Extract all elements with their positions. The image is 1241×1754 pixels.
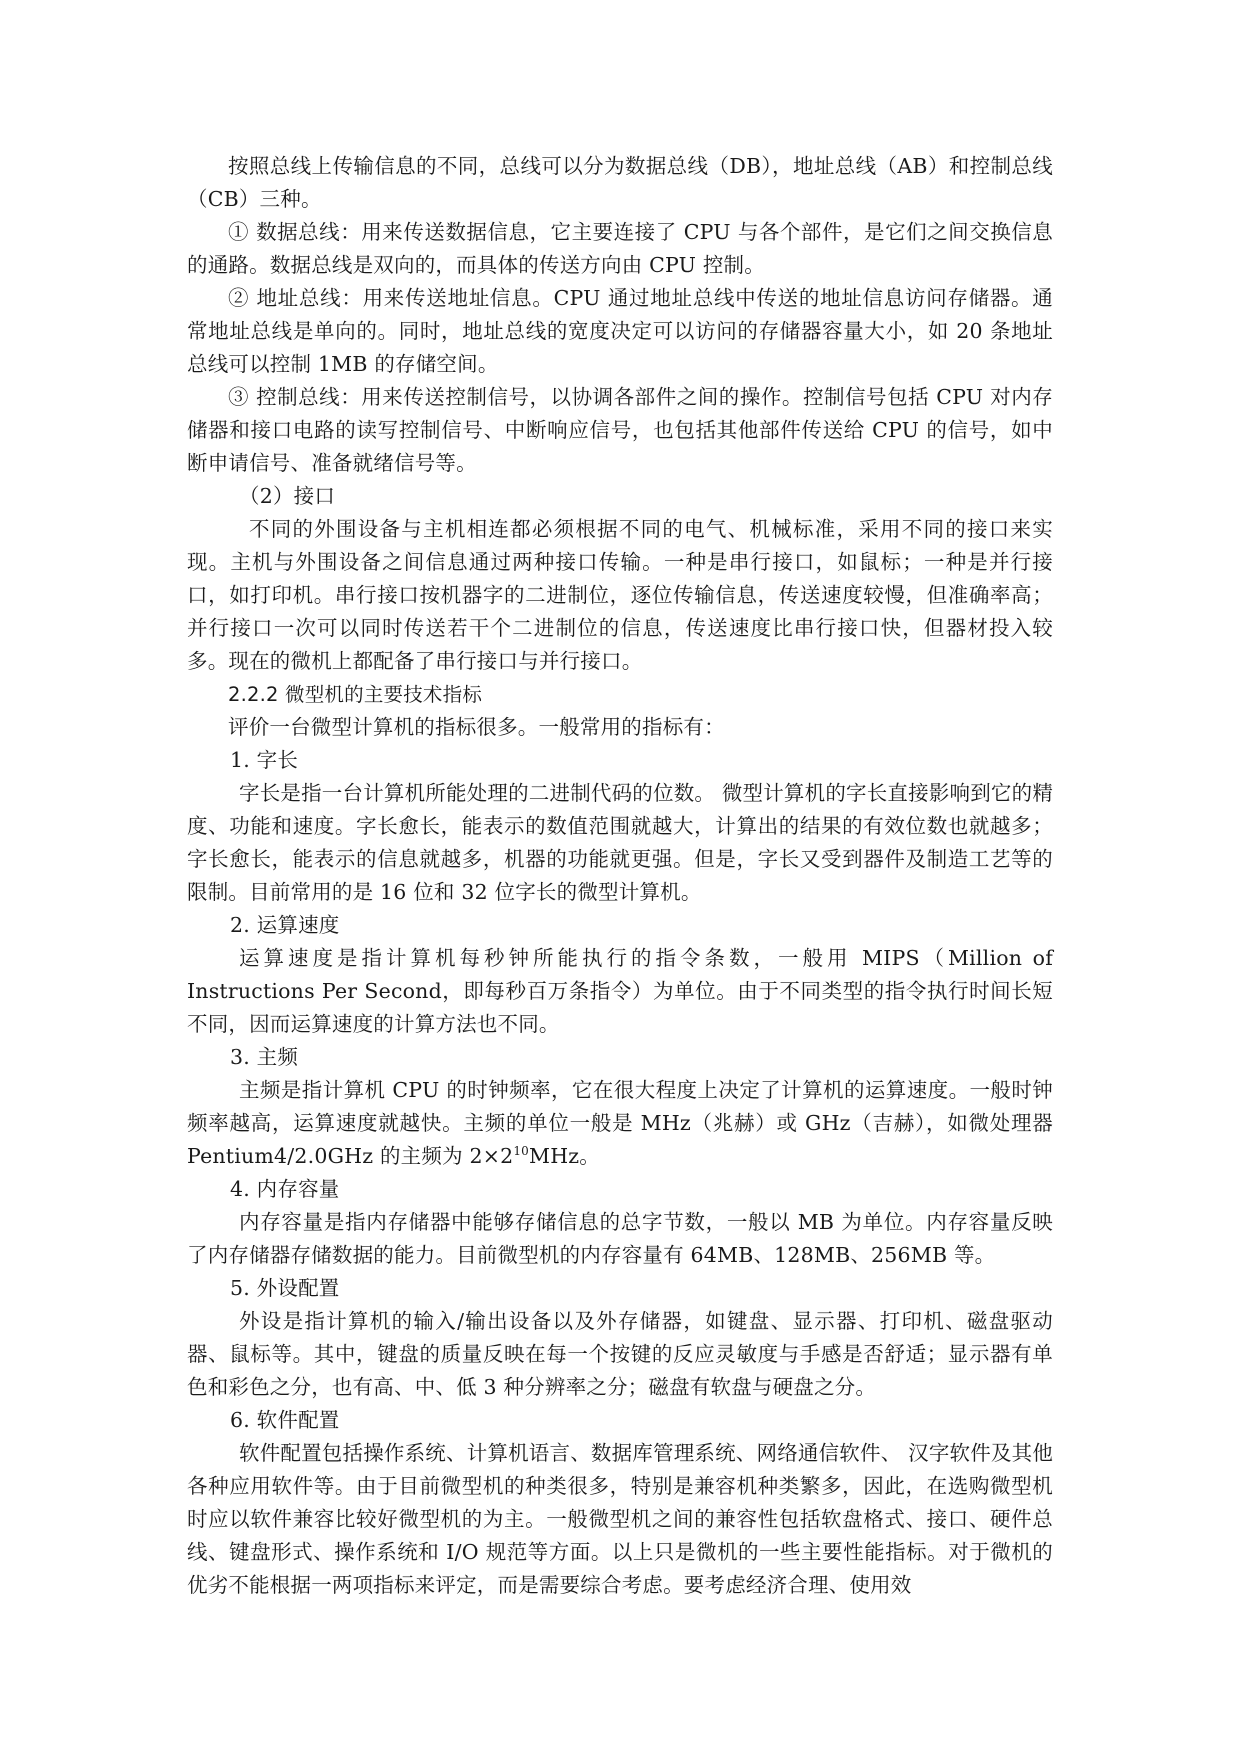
section-heading-tech-specs: 2.2.2 微型机的主要技术指标 (228, 683, 483, 706)
frequency-exponent: 10 (513, 1144, 530, 1159)
subheading-interface: （2）接口 (239, 484, 336, 508)
paragraph-word-length: 字长是指一台计算机所能处理的二进制代码的位数。 微型计算机的字长直接影响到它的精度、功能和速度。字长愈长，能表示的数值范围就越大，计算出的结果的有效位数也就越多；字长愈长，能表示的信息就越多，机器的功能就更强。但是，字长又受到器件及制造工艺等的限制。目前常用的是 16 位和 32 位字长的微型计算机。 (187, 781, 1054, 904)
item-heading-speed: 2. 运算速度 (230, 913, 340, 937)
paragraph-speed: 运算速度是指计算机每秒钟所能执行的指令条数，一般用 MIPS（Million of Instructions Per Second，即每秒百万条指令）为单位。由于不同类型的指令执行时间长短不同，因而运算速度的计算方法也不同。 (187, 946, 1053, 1036)
paragraph-spec-intro: 评价一台微型计算机的指标很多。一般常用的指标有： (228, 715, 725, 739)
item-heading-word-length: 1. 字长 (230, 748, 299, 772)
item-heading-peripherals: 5. 外设配置 (230, 1276, 340, 1300)
paragraph-memory: 内存容量是指内存储器中能够存储信息的总字节数，一般以 MB 为单位。内存容量反映了内存储器存储数据的能力。目前微型机的内存容量有 64MB、128MB、256MB 等。 (187, 1210, 1053, 1267)
frequency-text-before: 主频是指计算机 CPU 的时钟频率，它在很大程度上决定了计算机的运算速度。一般时钟频率越高，运算速度就越快。主频的单位一般是 MHz（兆赫）或 GHz（吉赫），如微处理器 Pentium4/2.0GHz 的主频为 2×2 (187, 1078, 1053, 1168)
paragraph-interface: 不同的外围设备与主机相连都必须根据不同的电气、机械标准，采用不同的接口来实现。主机与外围设备之间信息通过两种接口传输。一种是串行接口，如鼠标；一种是并行接口，如打印机。串行接口按机器字的二进制位，逐位传输信息，传送速度较慢，但准确率高；并行接口一次可以同时传送若干个二进制位的信息，传送速度比串行接口快，但器材投入较多。现在的微机上都配备了串行接口与并行接口。 (187, 517, 1053, 673)
paragraph-peripherals: 外设是指计算机的输入/输出设备以及外存储器，如键盘、显示器、打印机、磁盘驱动器、鼠标等。其中，键盘的质量反映在每一个按键的反应灵敏度与手感是否舒适；显示器有单色和彩色之分，也有高、中、低 3 种分辨率之分；磁盘有软盘与硬盘之分。 (187, 1309, 1053, 1399)
paragraph-frequency (187, 1074, 1053, 1173)
paragraph-bus-types: 按照总线上传输信息的不同，总线可以分为数据总线（DB），地址总线（AB）和控制总线（CB）三种。 (187, 154, 1053, 211)
paragraph-control-bus: ③ 控制总线：用来传送控制信号，以协调各部件之间的操作。控制信号包括 CPU 对内存储器和接口电路的读写控制信号、中断响应信号，也包括其他部件传送给 CPU 的信号，如中断申请信号、准备就绪信号等。 (187, 385, 1053, 475)
document-page (187, 150, 1053, 1602)
frequency-text-after: MHz。 (529, 1144, 600, 1168)
item-heading-memory: 4. 内存容量 (230, 1177, 340, 1201)
item-heading-software: 6. 软件配置 (230, 1408, 340, 1432)
paragraph-software: 软件配置包括操作系统、计算机语言、数据库管理系统、网络通信软件、 汉字软件及其他各种应用软件等。由于目前微型机的种类很多，特别是兼容机种类繁多，因此，在选购微型机时应以软件兼容比较好微型机的为主。一般微型机之间的兼容性包括软盘格式、接口、硬件总线、键盘形式、操作系统和 I/O 规范等方面。以上只是微机的一些主要性能指标。对于微机的优劣不能根据一两项指标来评定，而是需要综合考虑。要考虑经济合理、使用效 (187, 1441, 1054, 1597)
item-heading-frequency: 3. 主频 (230, 1045, 299, 1069)
paragraph-data-bus: ① 数据总线：用来传送数据信息，它主要连接了 CPU 与各个部件，是它们之间交换信息的通路。数据总线是双向的，而具体的传送方向由 CPU 控制。 (187, 220, 1053, 277)
paragraph-address-bus: ② 地址总线：用来传送地址信息。CPU 通过地址总线中传送的地址信息访问存储器。通常地址总线是单向的。同时，地址总线的宽度决定可以访问的存储器容量大小，如 20 条地址总线可以控制 1MB 的存储空间。 (187, 286, 1053, 376)
